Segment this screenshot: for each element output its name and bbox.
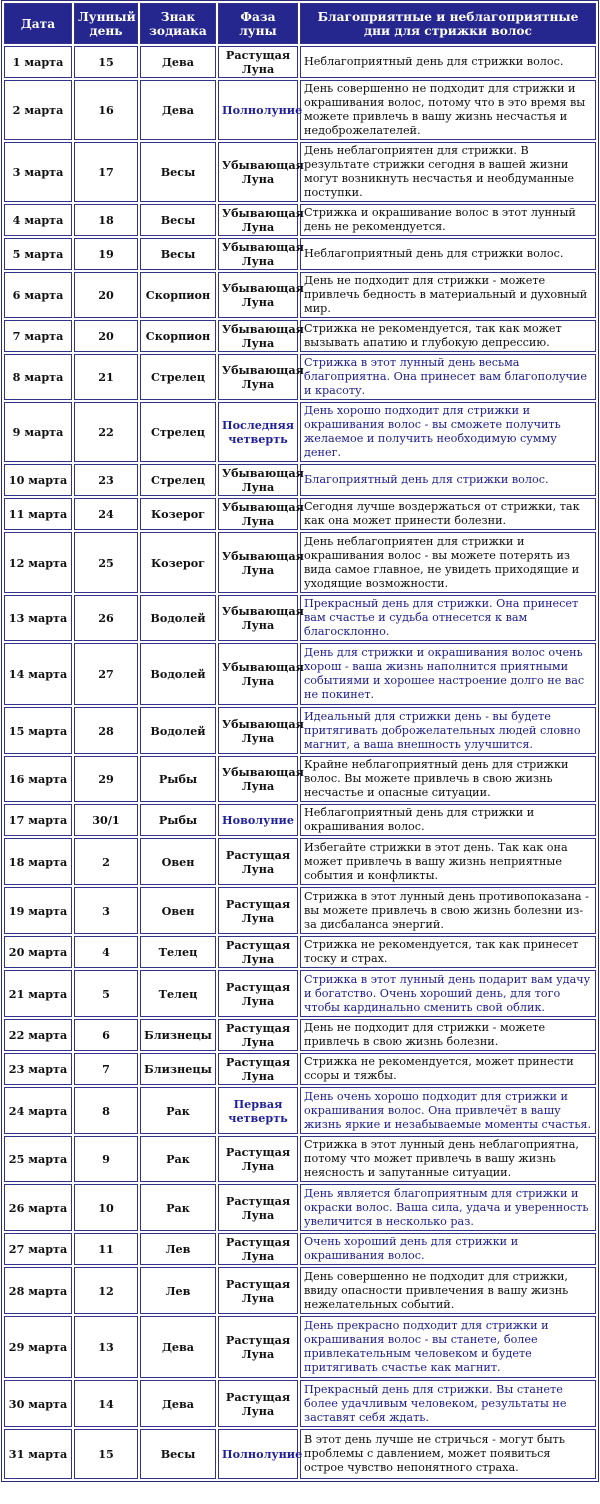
table-row [4,1087,596,1134]
cell-moon-phase: Растущая Луна [218,1380,298,1427]
cell-moon-phase: Убывающая Луна [218,320,298,352]
cell-zodiac-sign: Рак [140,1136,216,1182]
cell-moon-phase: Убывающая Луна [218,238,298,270]
table-row [4,756,596,802]
cell-moon-phase: Растущая Луна [218,970,298,1017]
cell-zodiac-sign: Скорпион [140,320,216,352]
cell-description: Прекрасный день для стрижки. Она принесет вам счастье и судьба отнесется к вам благосклонно. [300,595,596,641]
cell-date: 24 марта [4,1087,72,1134]
table-row [4,532,596,593]
cell-moon-phase: Убывающая Луна [218,498,298,530]
cell-description: День очень хорошо подходит для стрижки и окрашивания волос. Она привлечёт в вашу жизнь яркие и незабываемые моменты счастья. [300,1087,596,1134]
cell-lunar-day: 15 [74,46,138,78]
table-row [4,643,596,705]
cell-lunar-day: 27 [74,643,138,705]
cell-zodiac-sign: Водолей [140,707,216,754]
cell-description: Прекрасный день для стрижки. Вы станете более удачливым человеком, результаты не заставят себя ждать. [300,1380,596,1427]
table-row [4,1019,596,1051]
header-lunar-day: Лунный день [74,3,138,44]
cell-moon-phase: Растущая Луна [218,1233,298,1265]
cell-date: 3 марта [4,142,72,202]
table-row [4,142,596,202]
cell-description: Крайне неблагоприятный день для стрижки волос. Вы можете привлечь в свою жизнь несчастье и опасные ситуации. [300,756,596,802]
cell-date: 9 марта [4,402,72,462]
cell-date: 12 марта [4,532,72,593]
cell-moon-phase: Убывающая Луна [218,354,298,400]
cell-zodiac-sign: Лев [140,1233,216,1265]
cell-description: Стрижка не рекомендуется, так как может вызывать апатию и глубокую депрессию. [300,320,596,352]
cell-zodiac-sign: Водолей [140,595,216,641]
cell-description: Благоприятный день для стрижки волос. [300,464,596,496]
cell-lunar-day: 20 [74,272,138,318]
cell-moon-phase: Первая четверть [218,1087,298,1134]
cell-moon-phase: Убывающая Луна [218,532,298,593]
table-row [4,272,596,318]
cell-lunar-day: 15 [74,1429,138,1479]
cell-zodiac-sign: Весы [140,1429,216,1479]
table-row [4,46,596,78]
table-row [4,1429,596,1479]
table-row [4,80,596,140]
cell-description: День прекрасно подходит для стрижки и окрашивания волос - вы станете, более привлекательным человеком и будете притягивать счастье как магнит. [300,1316,596,1378]
cell-lunar-day: 5 [74,970,138,1017]
table-row [4,1380,596,1427]
cell-description: Стрижка в этот лунный день весьма благоприятна. Она принесет вам благополучие и красоту. [300,354,596,400]
cell-date: 15 марта [4,707,72,754]
cell-description: Неблагоприятный день для стрижки и окрашивания волос. [300,804,596,836]
cell-date: 13 марта [4,595,72,641]
cell-description: День совершенно не подходит для стрижки и окрашивания волос, потому что в это время вы можете привлечь в вашу жизнь несчастья и недоброжелателей. [300,80,596,140]
cell-zodiac-sign: Весы [140,142,216,202]
cell-date: 22 марта [4,1019,72,1051]
cell-lunar-day: 23 [74,464,138,496]
cell-moon-phase: Растущая Луна [218,1136,298,1182]
cell-description: Стрижка в этот лунный день неблагоприятна, потому что может привлечь в вашу жизнь неясность и запутанные ситуации. [300,1136,596,1182]
cell-zodiac-sign: Козерог [140,498,216,530]
cell-date: 18 марта [4,838,72,885]
cell-zodiac-sign: Близнецы [140,1053,216,1085]
cell-date: 4 марта [4,204,72,236]
cell-lunar-day: 17 [74,142,138,202]
cell-zodiac-sign: Рыбы [140,804,216,836]
cell-moon-phase: Убывающая Луна [218,707,298,754]
cell-moon-phase: Полнолуние [218,1429,298,1479]
cell-moon-phase: Растущая Луна [218,887,298,934]
cell-description: Стрижка и окрашивание волос в этот лунный день не рекомендуется. [300,204,596,236]
cell-zodiac-sign: Телец [140,936,216,968]
cell-lunar-day: 10 [74,1184,138,1231]
cell-lunar-day: 19 [74,238,138,270]
table-row [4,464,596,496]
cell-moon-phase: Растущая Луна [218,1316,298,1378]
table-row [4,887,596,934]
cell-description: День совершенно не подходит для стрижки, ввиду опасности привлечения в вашу жизнь нежелательных событий. [300,1267,596,1314]
cell-moon-phase: Новолуние [218,804,298,836]
cell-date: 21 марта [4,970,72,1017]
cell-lunar-day: 18 [74,204,138,236]
cell-moon-phase: Убывающая Луна [218,272,298,318]
cell-date: 23 марта [4,1053,72,1085]
cell-zodiac-sign: Стрелец [140,402,216,462]
cell-lunar-day: 30/1 [74,804,138,836]
cell-date: 29 марта [4,1316,72,1378]
table-row [4,1267,596,1314]
table-row [4,354,596,400]
cell-description: В этот день лучше не стричься - могут быть проблемы с давлением, может появиться острое чувство непонятного страха. [300,1429,596,1479]
cell-lunar-day: 14 [74,1380,138,1427]
cell-description: Стрижка не рекомендуется, может принести ссоры и тяжбы. [300,1053,596,1085]
cell-date: 6 марта [4,272,72,318]
cell-description: Сегодня лучше воздержаться от стрижки, так как она может принести болезни. [300,498,596,530]
cell-moon-phase: Убывающая Луна [218,142,298,202]
cell-moon-phase: Полнолуние [218,80,298,140]
cell-lunar-day: 11 [74,1233,138,1265]
cell-zodiac-sign: Рыбы [140,756,216,802]
cell-date: 19 марта [4,887,72,934]
cell-date: 30 марта [4,1380,72,1427]
header-description: Благоприятные и неблагоприятные дни для стрижки волос [300,3,596,44]
table-body [4,46,596,1479]
cell-moon-phase: Последняя четверть [218,402,298,462]
header-date: Дата [4,3,72,44]
cell-lunar-day: 6 [74,1019,138,1051]
cell-description: Стрижка не рекомендуется, так как принесет тоску и страх. [300,936,596,968]
table-row [4,402,596,462]
cell-zodiac-sign: Овен [140,887,216,934]
cell-zodiac-sign: Дева [140,1380,216,1427]
cell-date: 25 марта [4,1136,72,1182]
cell-description: Неблагоприятный день для стрижки волос. [300,46,596,78]
cell-description: Идеальный для стрижки день - вы будете притягивать доброжелательных людей словно магнит, а ваша внешность улучшится. [300,707,596,754]
cell-zodiac-sign: Рак [140,1184,216,1231]
cell-description: День не подходит для стрижки - можете привлечь в свою жизнь болезни. [300,1019,596,1051]
table-row [4,838,596,885]
cell-lunar-day: 7 [74,1053,138,1085]
cell-description: Стрижка в этот лунный день противопоказана - вы можете привлечь в свою жизнь болезни из-за дисбаланса энергий. [300,887,596,934]
cell-moon-phase: Растущая Луна [218,46,298,78]
table-row [4,238,596,270]
cell-moon-phase: Убывающая Луна [218,464,298,496]
cell-lunar-day: 12 [74,1267,138,1314]
cell-zodiac-sign: Весы [140,238,216,270]
cell-description: День неблагоприятен для стрижки и окрашивания волос - вы можете потерять из вида самое главное, не увидеть приходящие и уходящие возможности. [300,532,596,593]
table-row [4,1136,596,1182]
header-zodiac-sign: Знак зодиака [140,3,216,44]
cell-lunar-day: 16 [74,80,138,140]
cell-lunar-day: 9 [74,1136,138,1182]
cell-zodiac-sign: Телец [140,970,216,1017]
table-header-row [4,3,596,44]
cell-lunar-day: 24 [74,498,138,530]
cell-date: 17 марта [4,804,72,836]
cell-moon-phase: Растущая Луна [218,1184,298,1231]
table-row [4,970,596,1017]
table-row [4,707,596,754]
cell-date: 20 марта [4,936,72,968]
cell-description: День неблагоприятен для стрижки. В результате стрижки сегодня в вашей жизни могут возникнуть несчастья и необдуманные поступки. [300,142,596,202]
cell-date: 14 марта [4,643,72,705]
table-row [4,320,596,352]
cell-moon-phase: Растущая Луна [218,1019,298,1051]
cell-lunar-day: 28 [74,707,138,754]
cell-date: 31 марта [4,1429,72,1479]
cell-lunar-day: 20 [74,320,138,352]
cell-moon-phase: Растущая Луна [218,838,298,885]
cell-description: Стрижка в этот лунный день подарит вам удачу и богатство. Очень хороший день, для того чтобы кардинально сменить свой облик. [300,970,596,1017]
cell-date: 2 марта [4,80,72,140]
cell-lunar-day: 2 [74,838,138,885]
table-row [4,1053,596,1085]
cell-moon-phase: Убывающая Луна [218,595,298,641]
cell-zodiac-sign: Овен [140,838,216,885]
cell-date: 27 марта [4,1233,72,1265]
cell-description: Очень хороший день для стрижки и окрашивания волос. [300,1233,596,1265]
cell-zodiac-sign: Близнецы [140,1019,216,1051]
cell-lunar-day: 21 [74,354,138,400]
cell-lunar-day: 8 [74,1087,138,1134]
cell-lunar-day: 29 [74,756,138,802]
cell-zodiac-sign: Рак [140,1087,216,1134]
table-row [4,804,596,836]
table-row [4,1233,596,1265]
cell-description: Неблагоприятный день для стрижки волос. [300,238,596,270]
cell-lunar-day: 25 [74,532,138,593]
cell-zodiac-sign: Дева [140,1316,216,1378]
cell-zodiac-sign: Дева [140,46,216,78]
cell-zodiac-sign: Дева [140,80,216,140]
cell-description: День не подходит для стрижки - можете привлечь бедность в материальный и духовный мир. [300,272,596,318]
cell-moon-phase: Убывающая Луна [218,756,298,802]
cell-date: 11 марта [4,498,72,530]
cell-date: 10 марта [4,464,72,496]
cell-moon-phase: Убывающая Луна [218,204,298,236]
cell-moon-phase: Растущая Луна [218,1053,298,1085]
cell-moon-phase: Убывающая Луна [218,643,298,705]
cell-date: 8 марта [4,354,72,400]
cell-zodiac-sign: Весы [140,204,216,236]
cell-zodiac-sign: Стрелец [140,464,216,496]
cell-zodiac-sign: Лев [140,1267,216,1314]
cell-lunar-day: 3 [74,887,138,934]
table-row [4,936,596,968]
cell-date: 16 марта [4,756,72,802]
table-row [4,498,596,530]
cell-date: 5 марта [4,238,72,270]
table-row [4,204,596,236]
cell-description: День для стрижки и окрашивания волос очень хорош - ваша жизнь наполнится приятными событиями и хорошее настроение долго не вас не покинет. [300,643,596,705]
cell-zodiac-sign: Стрелец [140,354,216,400]
cell-lunar-day: 13 [74,1316,138,1378]
cell-date: 1 марта [4,46,72,78]
header-moon-phase: Фаза луны [218,3,298,44]
cell-lunar-day: 26 [74,595,138,641]
cell-moon-phase: Растущая Луна [218,1267,298,1314]
table-row [4,1184,596,1231]
cell-date: 26 марта [4,1184,72,1231]
cell-lunar-day: 22 [74,402,138,462]
cell-moon-phase: Растущая Луна [218,936,298,968]
cell-date: 28 марта [4,1267,72,1314]
cell-description: День хорошо подходит для стрижки и окрашивания волос - вы сможете получить желаемое и получить необходимую сумму денег. [300,402,596,462]
cell-description: Избегайте стрижки в этот день. Так как она может привлечь в вашу жизнь неприятные события и конфликты. [300,838,596,885]
cell-zodiac-sign: Козерог [140,532,216,593]
cell-date: 7 марта [4,320,72,352]
cell-zodiac-sign: Скорпион [140,272,216,318]
cell-description: День является благоприятным для стрижки и окраски волос. Ваша сила, удача и уверенность увеличится в несколько раз. [300,1184,596,1231]
table-row [4,595,596,641]
haircut-calendar-table [1,0,599,1482]
table-row [4,1316,596,1378]
cell-zodiac-sign: Водолей [140,643,216,705]
cell-lunar-day: 4 [74,936,138,968]
